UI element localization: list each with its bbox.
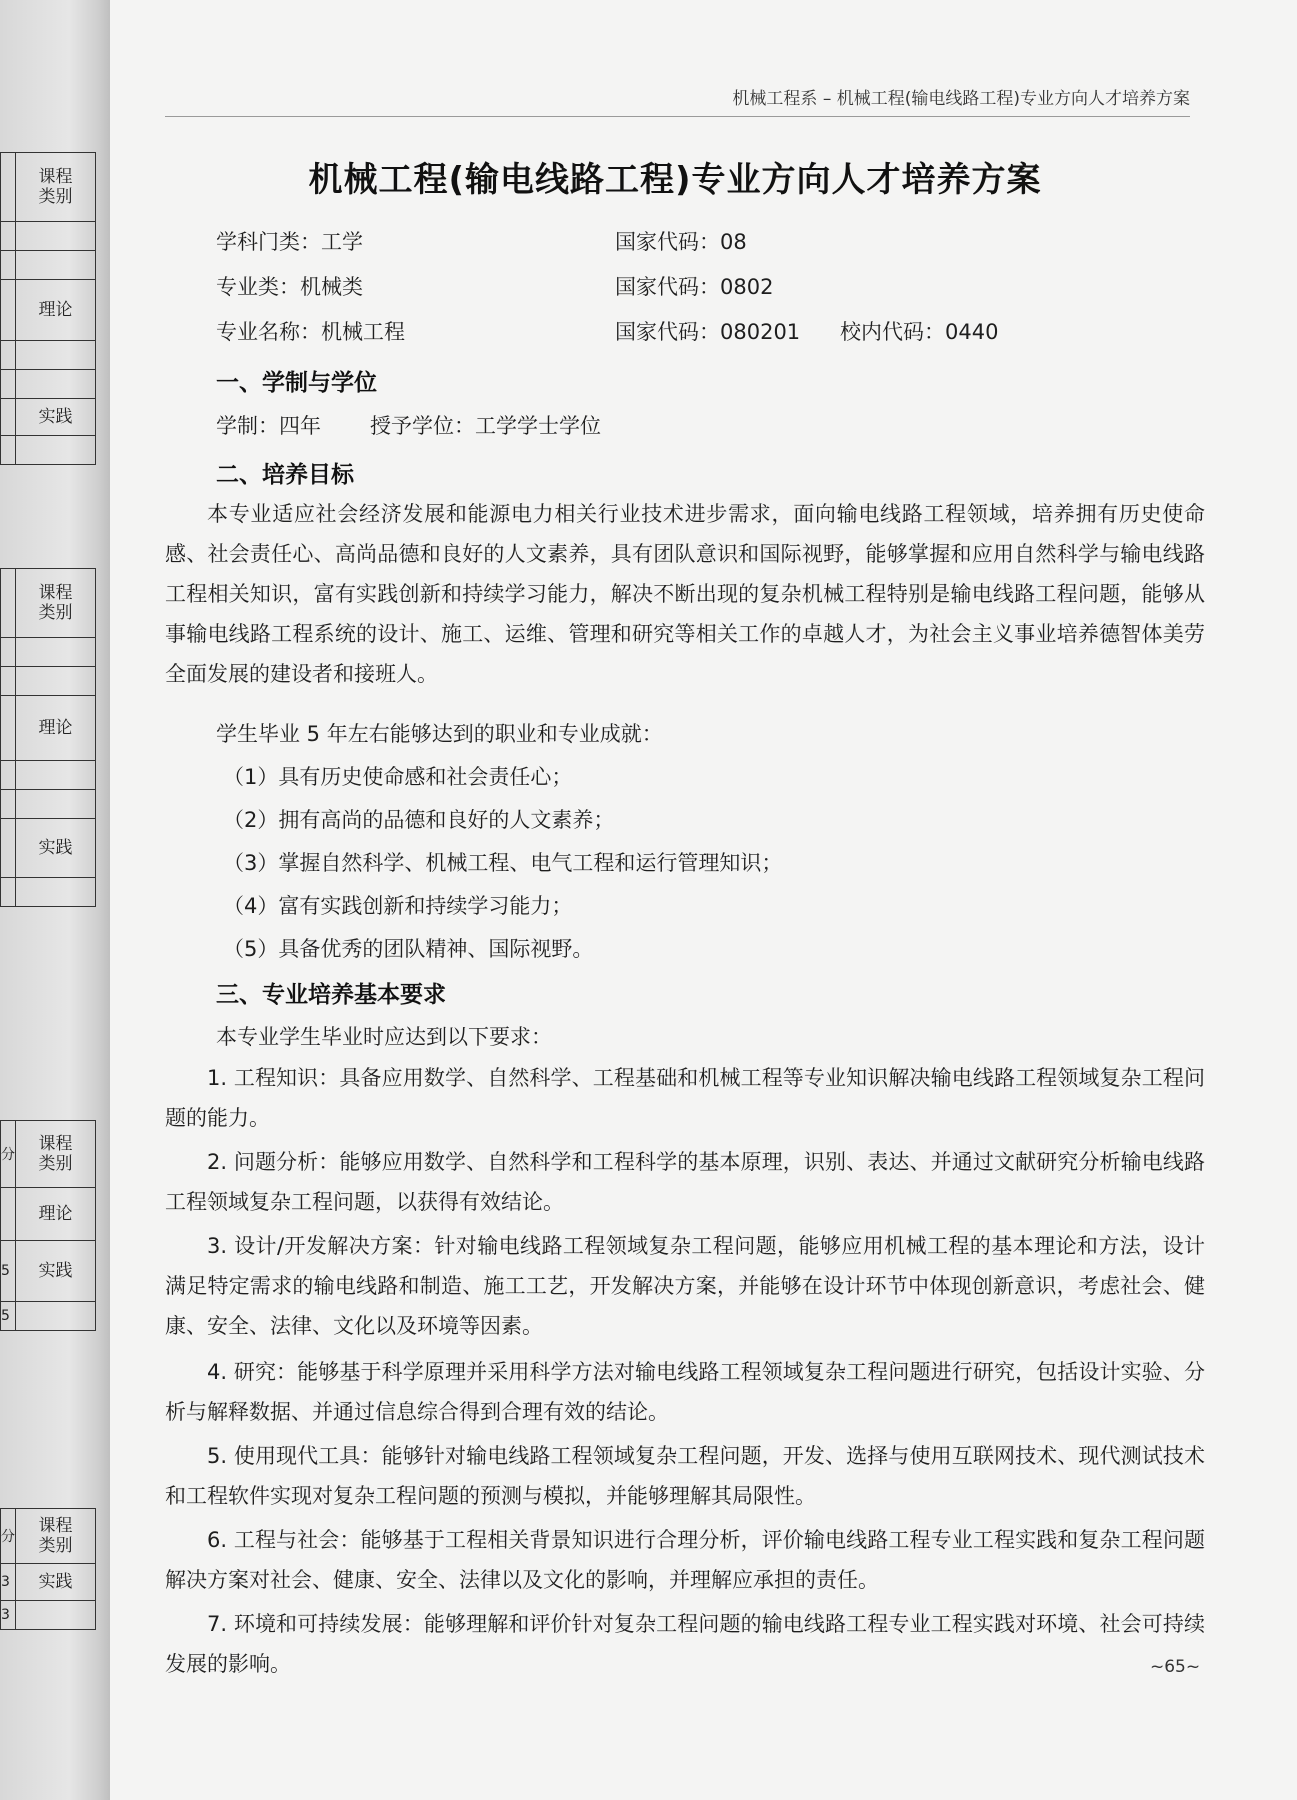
- document-title: 机械工程(输电线路工程)专业方向人才培养方案: [308, 160, 1042, 200]
- section-heading: 一、学制与学位: [216, 370, 377, 396]
- requirement-item: 3. 设计/开发解决方案：针对输电线路工程领域复杂工程问题，能够应用机械工程的基本理论和方法，设计满足特定需求的输电线路和制造、施工工艺，开发解决方案，并能够在设计环节中体现创新意识，考虑社会、健康、安全、法律、文化以及环境等因素。: [165, 1234, 1205, 1338]
- requirement-item: 7. 环境和可持续发展：能够理解和评价针对复杂工程问题的输电线路工程专业工程实践对环境、社会可持续发展的影响。: [165, 1612, 1205, 1676]
- edge-num: 5: [1, 1302, 16, 1331]
- running-header: 机械工程系 – 机械工程(输电线路工程)专业方向人才培养方案: [732, 89, 1190, 109]
- requirement-item: 6. 工程与社会：能够基于工程相关背景知识进行合理分析，评价输电线路工程专业工程实践和复杂工程问题解决方案对社会、健康、安全、法律以及文化的影响，并理解应承担的责任。: [165, 1528, 1205, 1592]
- goal-item: （1）具有历史使命感和社会责任心；: [223, 765, 573, 789]
- requirement-item: 5. 使用现代工具：能够针对输电线路工程领域复杂工程问题，开发、选择与使用互联网技术、现代测试技术和工程软件实现对复杂工程问题的预测与模拟，并能够理解其局限性。: [165, 1444, 1205, 1508]
- requirement-item: 1. 工程知识：具备应用数学、自然科学、工程基础和机械工程等专业知识解决输电线路工程领域复杂工程问题的能力。: [165, 1066, 1205, 1130]
- edge-course-type: 课程 类别: [16, 1121, 96, 1188]
- edge-table-1: [0, 152, 96, 465]
- edge-course-type: 课程 类别: [16, 153, 96, 222]
- edge-table-4: [0, 1508, 96, 1630]
- edge-table-2: [0, 568, 96, 907]
- section-heading: 二、培养目标: [216, 462, 354, 488]
- objective-paragraph: 本专业适应社会经济发展和能源电力相关行业技术进步需求，面向输电线路工程领域，培养拥有历史使命感、社会责任心、高尚品德和良好的人文素养，具有团队意识和国际视野，能够掌握和应用自然科学与输电线路工程相关知识，富有实践创新和持续学习能力，解决不断出现的复杂机械工程特别是输电线路工程问题，能够从事输电线路工程系统的设计、施工、运维、管理和研究等相关工作的卓越人才，为社会主义事业培养德智体美劳全面发展的建设者和接班人。: [165, 502, 1205, 686]
- edge-num: 3: [1, 1601, 16, 1630]
- edge-num: 3: [1, 1564, 16, 1601]
- requirement-item: 2. 问题分析：能够应用数学、自然科学和工程科学的基本原理，识别、表达、并通过文献研究分析输电线路工程领域复杂工程问题，以获得有效结论。: [165, 1150, 1205, 1214]
- info-major-class: 专业类：机械类: [216, 275, 363, 299]
- requirement-item: 4. 研究：能够基于科学原理并采用科学方法对输电线路工程领域复杂工程问题进行研究，包括设计实验、分析与解释数据、并通过信息综合得到合理有效的结论。: [165, 1360, 1205, 1424]
- requirements-intro: 本专业学生毕业时应达到以下要求：: [216, 1025, 552, 1049]
- section-heading: 三、专业培养基本要求: [216, 982, 446, 1008]
- edge-left-mark: 分: [1, 1121, 16, 1188]
- edge-practice: 实践: [16, 819, 96, 878]
- goal-item: （5）具备优秀的团队精神、国际视野。: [223, 937, 594, 961]
- edge-left-mark: 分: [1, 1509, 16, 1564]
- info-major-class-code: 国家代码：0802: [615, 275, 774, 299]
- edge-table-3: [0, 1120, 96, 1331]
- info-discipline: 学科门类：工学: [216, 230, 363, 254]
- binding-spine: [0, 0, 115, 1800]
- info-major-code: 国家代码：080201: [615, 320, 801, 344]
- edge-practice: 实践: [16, 1564, 96, 1601]
- info-major-name: 专业名称：机械工程: [216, 320, 405, 344]
- edge-theory: 理论: [16, 696, 96, 761]
- edge-practice: 实践: [16, 399, 96, 436]
- edge-theory: 理论: [16, 280, 96, 341]
- goal-item: （2）拥有高尚的品德和良好的人文素养；: [223, 808, 615, 832]
- edge-course-type: 课程 类别: [16, 569, 96, 638]
- program-duration: 学制：四年: [216, 414, 321, 438]
- header-rule: [165, 116, 1190, 117]
- goal-item: （3）掌握自然科学、机械工程、电气工程和运行管理知识；: [223, 851, 783, 875]
- goals-intro: 学生毕业 5 年左右能够达到的职业和专业成就：: [216, 722, 663, 746]
- edge-theory: 理论: [16, 1188, 96, 1241]
- info-school-code: 校内代码：0440: [840, 320, 999, 344]
- goal-item: （4）富有实践创新和持续学习能力；: [223, 894, 573, 918]
- edge-course-type: 课程 类别: [16, 1509, 96, 1564]
- edge-practice: 实践: [16, 1241, 96, 1302]
- page-number: ~65~: [1150, 1657, 1201, 1677]
- info-discipline-code: 国家代码：08: [615, 230, 747, 254]
- edge-num: 5: [1, 1241, 16, 1302]
- document-page: [110, 0, 1297, 1800]
- degree-awarded: 授予学位：工学学士学位: [370, 414, 601, 438]
